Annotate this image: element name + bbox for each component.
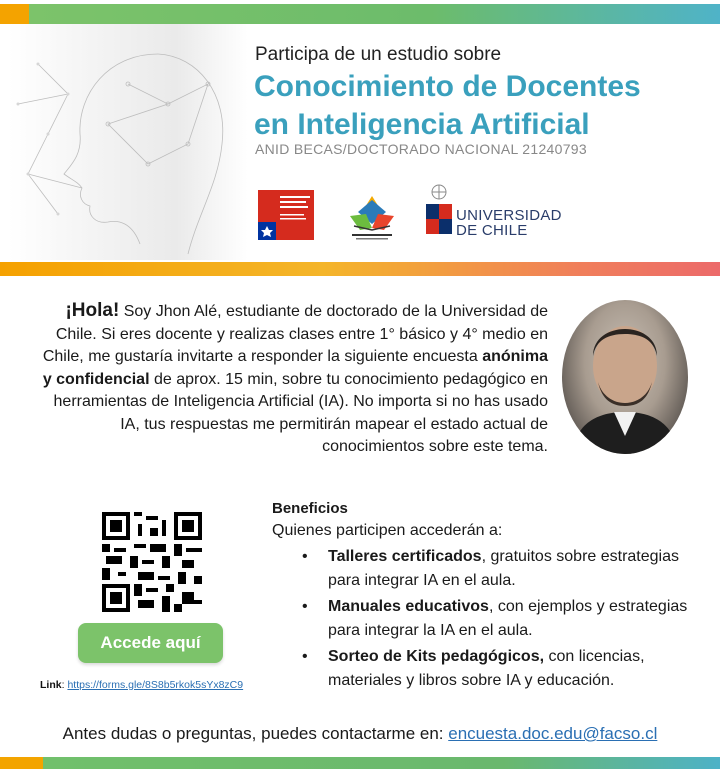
benefit-text: con licencias, materiales y libros sobre IA y educación.	[328, 648, 645, 689]
contact-text: Antes dudas o preguntas, puedes contactarme en:	[62, 724, 449, 743]
ai-head-illustration	[8, 24, 248, 260]
access-button[interactable]: Accede aquí	[78, 623, 223, 663]
anid-logo	[258, 190, 314, 240]
bullet-icon: •	[302, 548, 308, 565]
uchile-line-2: DE CHILE	[456, 222, 528, 239]
benefit-bold: Sorteo de Kits pedagógicos,	[328, 648, 545, 665]
title-line-2: en Inteligencia Artificial	[254, 108, 590, 141]
uchile-line-1: UNIVERSIDAD	[456, 207, 562, 224]
link-separator: :	[61, 679, 68, 691]
intro-paragraph	[30, 300, 548, 459]
benefits-intro: Quienes participen accederán a:	[272, 522, 503, 539]
intro-text-b: de aprox. 15 min, sobre tu conocimiento pedagógico en herramientas de Inteligencia Artificial (IA). No importa si no has usado IA, tus respuestas me permitirán mapear el estado actual de conocimientos sobre este tema.	[53, 370, 548, 455]
contact-email-link[interactable]: encuesta.doc.edu@facso.cl	[448, 724, 658, 743]
benefit-item	[272, 545, 712, 593]
link-label: Link	[40, 679, 62, 691]
title-line-1: Conocimiento de Docentes	[254, 70, 641, 103]
benefit-item	[272, 645, 712, 693]
greeting: ¡Hola!	[65, 300, 120, 321]
doctorado-educacion-logo	[338, 190, 406, 244]
middle-color-bar	[0, 262, 720, 276]
benefit-text: , con ejemplos y estrategias para integrar la IA en el aula.	[328, 598, 688, 639]
bullet-icon: •	[302, 598, 308, 615]
form-link[interactable]: https://forms.gle/8S8b5rkok5sYx8zC9	[67, 679, 244, 691]
intro-bold: anónima y confidencial	[42, 348, 548, 388]
header-kicker: Participa de un estudio sobre	[255, 44, 502, 65]
page-title	[254, 68, 714, 144]
benefit-bold: Talleres certificados	[328, 548, 482, 565]
top-color-bar	[0, 4, 720, 24]
uchile-wordmark	[456, 208, 562, 238]
qr-code[interactable]	[102, 512, 202, 612]
bullet-icon: •	[302, 648, 308, 665]
benefit-item	[272, 595, 712, 643]
bottom-color-bar	[0, 757, 720, 769]
benefit-text: , gratuitos sobre estrategias para integrar IA en el aula.	[328, 548, 679, 589]
intro-text-a: Soy Jhon Alé, estudiante de doctorado de la Universidad de Chile. Si eres docente y realizas clases entre 1° básico y 4° medio en Chile, me gustaría invitarte a responder la siguiente encuesta	[42, 303, 548, 365]
benefit-bold: Manuales educativos	[328, 598, 489, 615]
form-link-line	[40, 679, 243, 691]
contact-line	[0, 724, 720, 744]
grant-subtitle: ANID BECAS/DOCTORADO NACIONAL 21240793	[255, 141, 587, 157]
benefits-title: Beneficios	[272, 500, 348, 517]
author-photo	[562, 300, 688, 454]
benefits-list	[272, 545, 712, 695]
